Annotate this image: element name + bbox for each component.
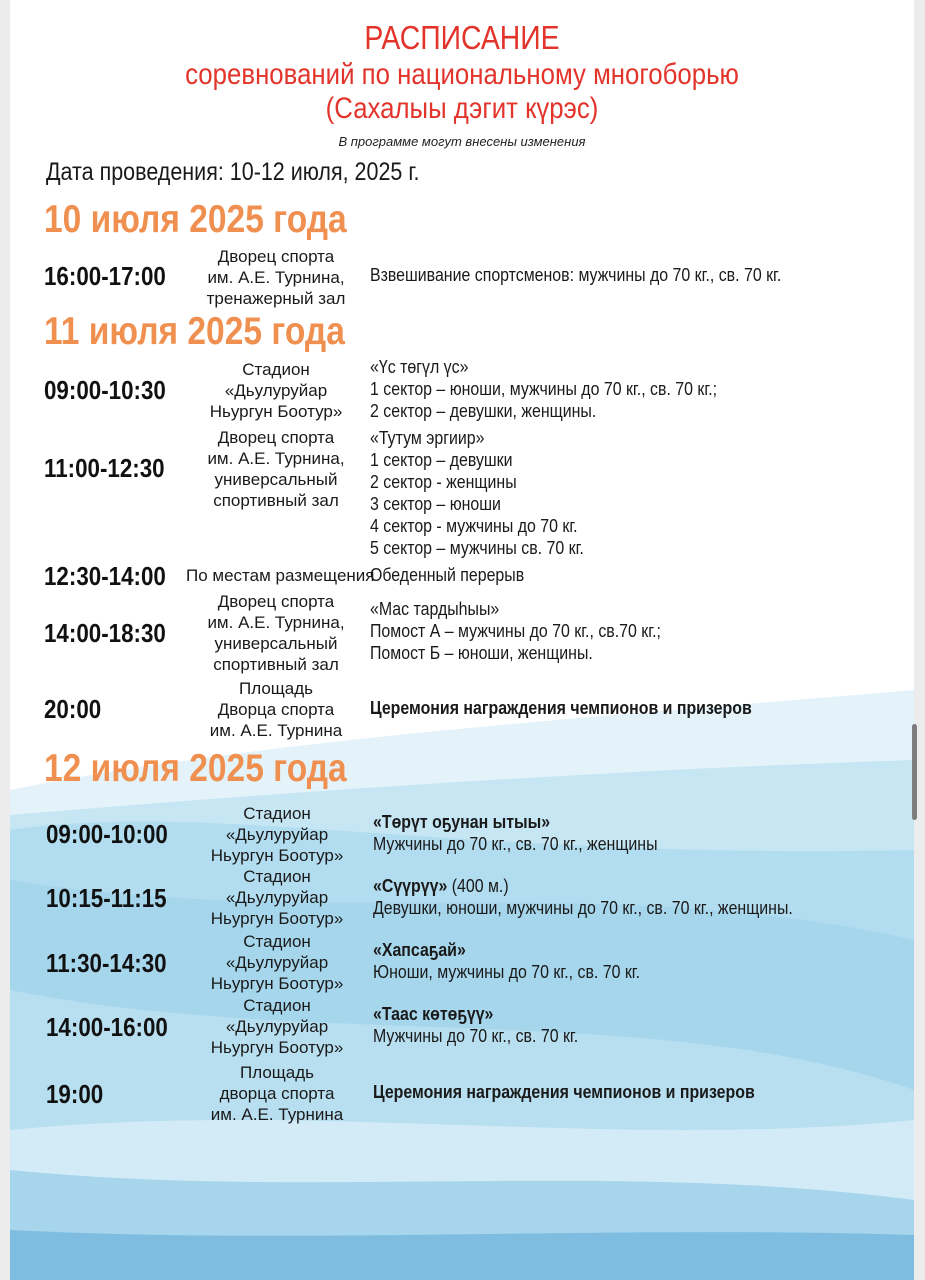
day-heading: 11 июля 2025 года: [44, 310, 345, 353]
event-time: 20:00: [44, 694, 102, 724]
event-time: 19:00: [46, 1079, 104, 1109]
event-time: 14:00-16:00: [46, 1012, 168, 1042]
event-time: 09:00-10:00: [46, 819, 168, 849]
event-description: «Төрүт оҕунан ытыы» Мужчины до 70 кг., св. 70 кг., женщины: [373, 811, 658, 854]
event-dates: Дата проведения: 10-12 июля, 2025 г.: [46, 158, 420, 186]
day-heading: 10 июля 2025 года: [44, 198, 347, 241]
schedule-sheet: [10, 0, 914, 1280]
event-venue: Стадион «Дьулуруйар Ньургун Боотур»: [210, 932, 344, 993]
event-description: Взвешивание спортсменов: мужчины до 70 кг., св. 70 кг.: [370, 264, 782, 285]
changes-note: В программе могут внесены изменения: [338, 134, 586, 149]
day-heading: 12 июля 2025 года: [44, 747, 347, 790]
event-venue: Стадион «Дьулуруйар Ньургун Боотур»: [210, 867, 344, 928]
event-venue: Стадион «Дьулуруйар Ньургун Боотур»: [209, 360, 343, 421]
event-time: 11:30-14:30: [46, 948, 167, 978]
event-venue: Стадион «Дьулуруйар Ньургун Боотур»: [210, 804, 344, 865]
event-description: «Тутум эргиир» 1 сектор – девушки 2 сектор - женщины 3 сектор – юноши 4 сектор - мужчины до 70 кг. 5 сектор – мужчины св. 70 кг.: [370, 427, 584, 558]
event-description: «Таас көтөҕүү» Мужчины до 70 кг., св. 70 кг.: [373, 1003, 579, 1046]
event-description: Обеденный перерыв: [370, 564, 525, 585]
title-line-2: соревнований по национальному многоборью: [185, 58, 739, 91]
title-line-3: (Сахалыы дэгит күрэс): [325, 92, 599, 125]
event-time: 12:30-14:00: [44, 561, 166, 591]
event-description: Церемония награждения чемпионов и призеров: [370, 697, 752, 718]
scrollbar-thumb[interactable]: [912, 724, 917, 820]
event-venue: Дворец спорта им. А.Е. Турнина, тренажерный зал: [206, 247, 346, 308]
event-time: 16:00-17:00: [44, 261, 166, 291]
event-time: 10:15-11:15: [46, 883, 167, 913]
event-venue: По местам размещения: [186, 566, 375, 585]
event-venue: Площадь Дворца спорта им. А.Е. Турнина: [209, 679, 343, 740]
event-description: «Үс төгүл үс» 1 сектор – юноши, мужчины до 70 кг., св. 70 кг.; 2 сектор – девушки, женщины.: [370, 356, 718, 421]
event-description: «Хапсаҕай» Юноши, мужчины до 70 кг., св. 70 кг.: [373, 939, 641, 982]
event-time: 11:00-12:30: [44, 453, 165, 483]
event-time: 14:00-18:30: [44, 618, 166, 648]
event-description: Церемония награждения чемпионов и призеров: [373, 1081, 755, 1102]
event-venue: Дворец спорта им. А.Е. Турнина, универсальный спортивный зал: [207, 428, 345, 510]
title-line-1: РАСПИСАНИЕ: [364, 19, 560, 56]
event-time: 09:00-10:30: [44, 375, 166, 405]
event-venue: Площадь дворца спорта им. А.Е. Турнина: [210, 1063, 344, 1124]
wave-band-8: [10, 1230, 914, 1280]
event-description: «Мас тардыhыы» Помост А – мужчины до 70 кг., св.70 кг.; Помост Б – юноши, женщины.: [370, 598, 661, 663]
event-venue: Дворец спорта им. А.Е. Турнина, универсальный спортивный зал: [207, 592, 345, 674]
event-description: «Сүүрүү» (400 м.) Девушки, юноши, мужчины до 70 кг., св. 70 кг., женщины.: [373, 875, 793, 918]
event-venue: Стадион «Дьулуруйар Ньургун Боотур»: [210, 996, 344, 1057]
